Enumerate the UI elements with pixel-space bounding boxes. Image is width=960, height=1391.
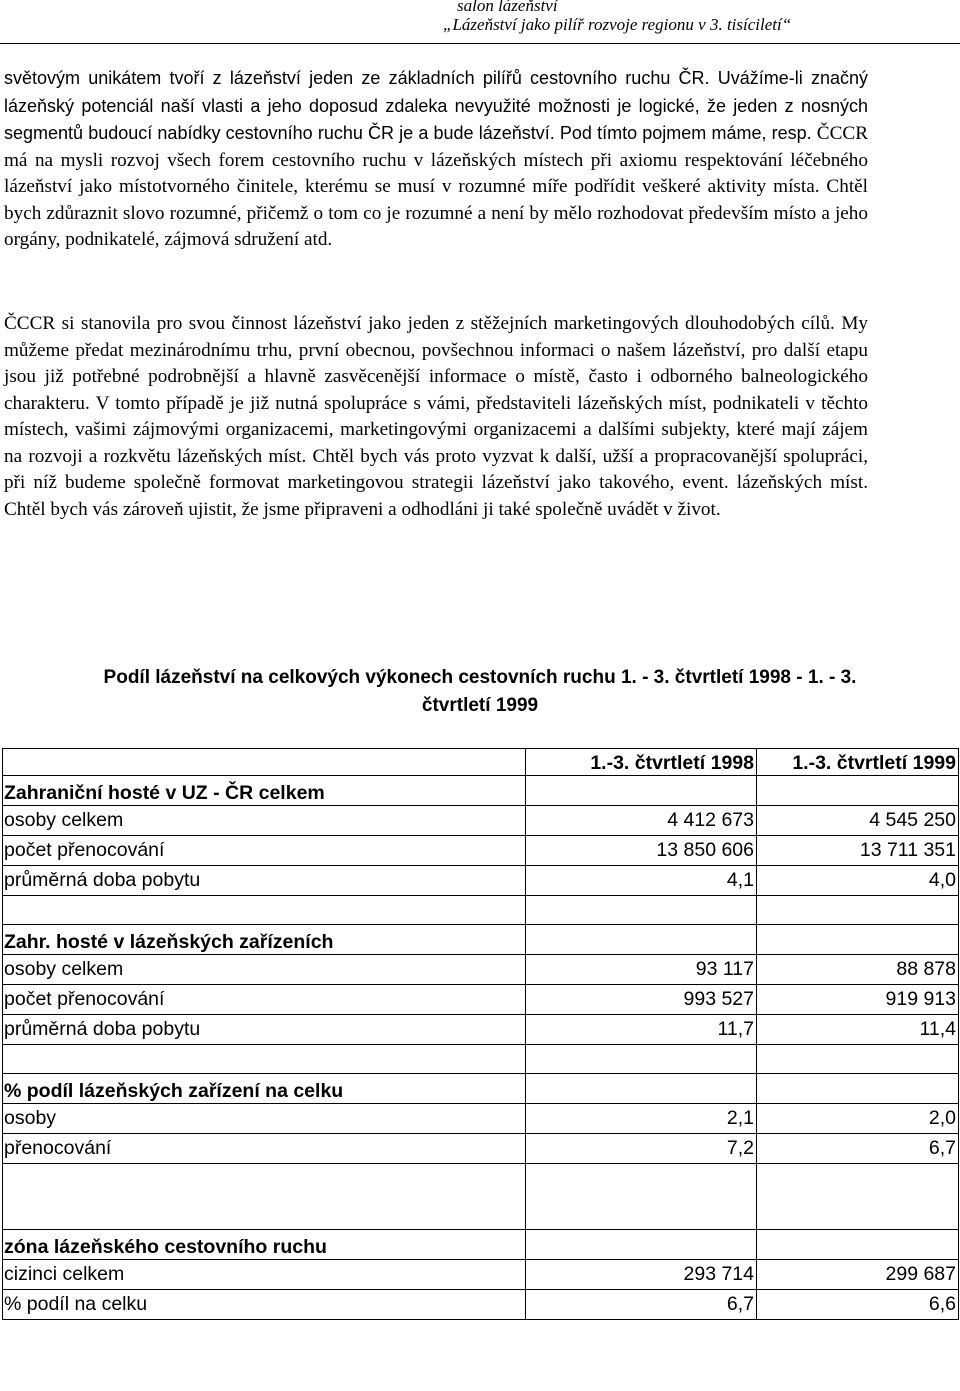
section-title: % podíl lázeňských zařízení na celku (3, 1074, 526, 1104)
section-header-row (3, 925, 959, 955)
column-header-1999: 1.-3. čtvrtletí 1999 (757, 749, 959, 776)
row-label: cizinci celkem (3, 1260, 526, 1290)
table-title-line-1: Podíl lázeňství na celkových výkonech cestovních ruchu 1. - 3. čtvrtletí 1998 - 1. - 3. (103, 667, 857, 688)
value-1998: 4 412 673 (526, 806, 757, 836)
section-header-row (3, 1230, 959, 1260)
value-1998: 11,7 (526, 1015, 757, 1045)
spacer-row (3, 896, 959, 925)
header-event-name: salon lázeňství (457, 0, 558, 15)
row-label: průměrná doba pobytu (3, 1015, 526, 1045)
value-1998: 4,1 (526, 866, 757, 896)
table-row (3, 1015, 959, 1045)
section-header-row (3, 1074, 959, 1104)
table-row (3, 985, 959, 1015)
statistics-table (2, 748, 959, 1320)
value-1999: 919 913 (757, 985, 959, 1015)
section-header-row (3, 776, 959, 806)
value-1998: 7,2 (526, 1134, 757, 1164)
table-row (3, 1104, 959, 1134)
table-row (3, 1290, 959, 1320)
body-paragraph-1-part-a: světovým unikátem tvoří z lázeňství jeden ze základních pilířů cestovního ruchu ČR. Uvážíme-li značný lázeňský potenciál naší vlasti a jeho doposud zdaleka nevyužité možnosti je logické, že jeden z nosných segmentů budoucí nabídky cestovního ruchu ČR je a bude lázeňství. Pod tímto pojmem máme, resp. (4, 68, 868, 143)
section-title: Zahr. hosté v lázeňských zařízeních (3, 925, 526, 955)
value-1999: 299 687 (757, 1260, 959, 1290)
section-title: Zahraniční hosté v UZ - ČR celkem (3, 776, 526, 806)
table-row (3, 836, 959, 866)
value-1999: 4 545 250 (757, 806, 959, 836)
value-1998: 293 714 (526, 1260, 757, 1290)
spacer-row (3, 1045, 959, 1074)
value-1999: 6,6 (757, 1290, 959, 1320)
table-header-row (3, 749, 959, 776)
value-1999: 13 711 351 (757, 836, 959, 866)
value-1999: 2,0 (757, 1104, 959, 1134)
row-label: osoby celkem (3, 955, 526, 985)
row-label: počet přenocování (3, 836, 526, 866)
value-1999: 6,7 (757, 1134, 959, 1164)
body-paragraph-2: ČCCR si stanovila pro svou činnost lázeňství jako jeden z stěžejních marketingových dlouhodobých cílů. My můžeme předat mezinárodnímu trhu, první obecnou, povšechnou informaci o našem lázeňství, pro další etapu jsou již potřebné podrobnější a hlavně zasvěcenější informace o místě, často i odborného balneologického charakteru. V tomto případě je již nutná spolupráce s vámi, představiteli lázeňských míst, podnikateli v těchto místech, vašimi zájmovými organizacemi, marketingovými organizacemi a dalšími subjekty, které mají zájem na rozvoji a rozkvětu lázeňských míst. Chtěl bych vás proto vyzvat k další, užší a propracovanější spolupráci, při níž budeme společně formovat marketingovou strategii lázeňství jako takového, event. lázeňských míst. Chtěl bych vás zároveň ujistit, že jsme připraveni a odhodláni ji také společně uvádět v život. (4, 313, 868, 520)
table-row (3, 1260, 959, 1290)
section-title: zóna lázeňského cestovního ruchu (3, 1230, 526, 1260)
body-paragraph-1-part-b: ČCCR má na mysli rozvoj všech forem cestovního ruchu v lázeňských místech při axiomu respektování léčebného lázeňství jako místotvorného činitele, kterému se musí v rozumné míře podřídit veškeré aktivity místa. Chtěl bych zdůraznit slovo rozumné, přičemž o tom co je rozumné a není by mělo rozhodovat především místo a jeho orgány, podnikatelé, zájmová sdružení atd. (4, 123, 868, 250)
value-1998: 993 527 (526, 985, 757, 1015)
row-label: průměrná doba pobytu (3, 866, 526, 896)
table-row (3, 1134, 959, 1164)
row-label: počet přenocování (3, 985, 526, 1015)
value-1998: 13 850 606 (526, 836, 757, 866)
value-1999: 4,0 (757, 866, 959, 896)
spacer-row (3, 1164, 959, 1230)
row-label: % podíl na celku (3, 1290, 526, 1320)
column-header-1998: 1.-3. čtvrtletí 1998 (526, 749, 757, 776)
table-row (3, 866, 959, 896)
header-event-subtitle: „Lázeňství jako pilíř rozvoje regionu v 3. tisíciletí“ (443, 15, 792, 34)
value-1998: 93 117 (526, 955, 757, 985)
table-corner-cell (3, 749, 526, 776)
page-header (0, 0, 960, 42)
row-label: osoby (3, 1104, 526, 1134)
value-1998: 2,1 (526, 1104, 757, 1134)
table-title-line-2: čtvrtletí 1999 (421, 695, 539, 716)
value-1998: 6,7 (526, 1290, 757, 1320)
value-1999: 11,4 (757, 1015, 959, 1045)
table-row (3, 955, 959, 985)
value-1999: 88 878 (757, 955, 959, 985)
row-label: přenocování (3, 1134, 526, 1164)
table-row (3, 806, 959, 836)
header-divider (0, 43, 960, 44)
body-paragraph-1 (4, 65, 868, 254)
row-label: osoby celkem (3, 806, 526, 836)
